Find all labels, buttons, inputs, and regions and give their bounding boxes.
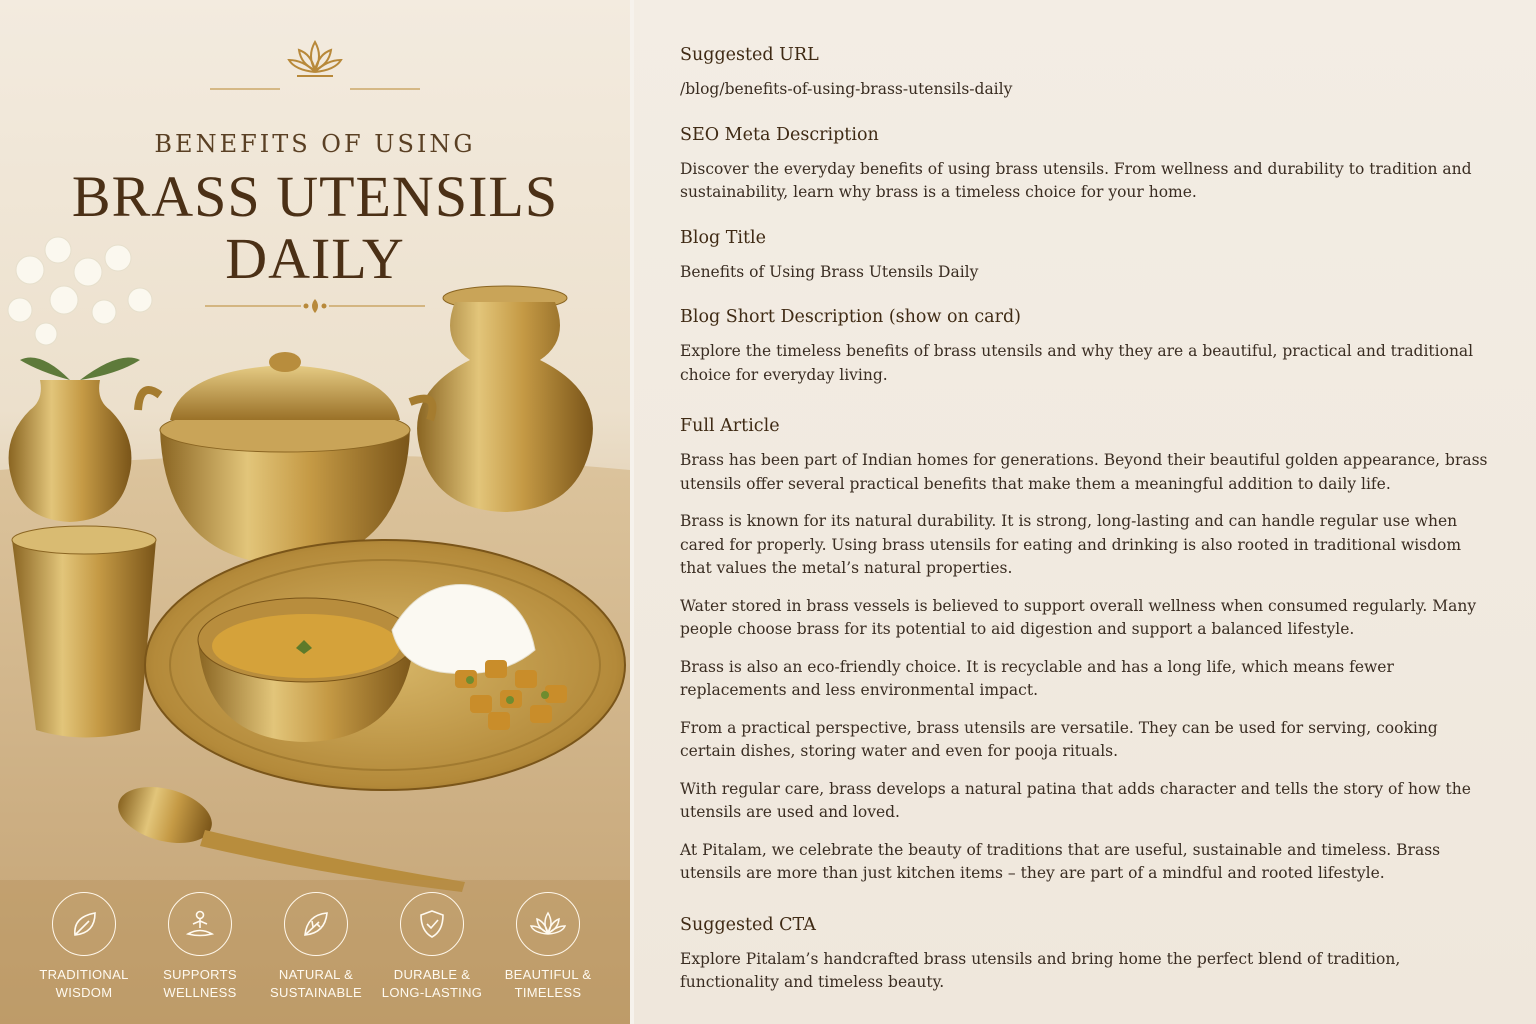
ornament-rule bbox=[0, 80, 630, 100]
feature-supports-wellness bbox=[142, 892, 258, 1002]
feature-label-line: WISDOM bbox=[55, 985, 113, 1000]
article-paragraph: Brass has been part of Indian homes for generations. Beyond their beautiful golden appearance, brass utensils offer several practical benefits that make them a meaningful addition to daily life. bbox=[680, 451, 1488, 493]
feature-label bbox=[142, 966, 258, 1002]
meta-description-label: SEO Meta Description bbox=[680, 124, 879, 145]
feature-natural-sustainable bbox=[258, 892, 374, 1002]
feature-badge bbox=[168, 892, 232, 956]
feature-label-line: WELLNESS bbox=[163, 985, 237, 1000]
headline-line-1: BRASS UTENSILS bbox=[71, 164, 559, 229]
feature-label bbox=[374, 966, 490, 1002]
ornament-divider bbox=[205, 298, 425, 314]
poster-image bbox=[0, 0, 630, 1024]
feature-traditional-wisdom bbox=[26, 892, 142, 1002]
blog-title-label: Blog Title bbox=[680, 227, 767, 248]
feature-label-line: TIMELESS bbox=[514, 985, 582, 1000]
headline-line-2: DAILY bbox=[225, 226, 405, 291]
poster-subheading: BENEFITS OF USING bbox=[154, 130, 476, 158]
feature-durable-long-lasting bbox=[374, 892, 490, 1002]
article-paragraph: Brass is known for its natural durability. It is strong, long-lasting and can handle regular use when cared for properly. Using brass utensils for eating and drinking is also rooted in traditional wisdom that values the metal’s natural properties. bbox=[680, 512, 1462, 577]
article-paragraph: At Pitalam, we celebrate the beauty of traditions that are useful, sustainable and timeless. Brass utensils are more than just kitchen items – they are part of a mindful and rooted lifestyle. bbox=[680, 840, 1441, 882]
feature-label bbox=[258, 966, 374, 1002]
feature-label bbox=[490, 966, 606, 1002]
cta-value: Explore Pitalam’s handcrafted brass utensils and bring home the perfect blend of tradition, functionality and timeless beauty. bbox=[680, 949, 1401, 991]
feature-badge bbox=[516, 892, 580, 956]
feature-label-line: LONG-LASTING bbox=[381, 985, 483, 1000]
url-value: /blog/benefits-of-using-brass-utensils-daily bbox=[680, 80, 1013, 98]
leaf-icon bbox=[299, 907, 333, 941]
shield-check-icon bbox=[415, 907, 449, 941]
feature-label-line: DURABLE & bbox=[393, 967, 471, 982]
feature-label-line: TRADITIONAL bbox=[39, 967, 129, 982]
feature-list bbox=[26, 892, 606, 1002]
short-description-value: Explore the timeless benefits of brass utensils and why they are a beautiful, practical and traditional choice for everyday living. bbox=[680, 342, 1474, 384]
poster-headline bbox=[0, 166, 630, 290]
feature-beautiful-timeless bbox=[490, 892, 606, 1002]
cta-label: Suggested CTA bbox=[680, 914, 816, 935]
blog-title-value: Benefits of Using Brass Utensils Daily bbox=[680, 262, 979, 281]
feature-label bbox=[26, 966, 142, 1002]
lotus-icon bbox=[285, 36, 345, 80]
article-paragraph: With regular care, brass develops a natural patina that adds character and tells the story of how the utensils are used and loved. bbox=[680, 779, 1471, 821]
full-article-label: Full Article bbox=[680, 416, 780, 436]
feature-label-line: SUPPORTS bbox=[163, 967, 237, 982]
article-paragraph: Brass is also an eco-friendly choice. It is recyclable and has a long life, which means fewer replacements and less environmental impact. bbox=[680, 657, 1394, 699]
lotus-icon bbox=[530, 909, 566, 939]
feature-badge bbox=[400, 892, 464, 956]
feature-badge bbox=[284, 892, 348, 956]
poster-header bbox=[0, 36, 630, 314]
url-label: Suggested URL bbox=[680, 45, 819, 65]
short-description-label: Blog Short Description (show on card) bbox=[680, 307, 1022, 327]
meditation-icon bbox=[183, 907, 217, 941]
article-paragraph: From a practical perspective, brass utensils are versatile. They can be used for serving, cooking certain dishes, storing water and even for pooja rituals. bbox=[680, 718, 1438, 760]
feature-label-line: SUSTAINABLE bbox=[270, 985, 362, 1000]
leaf-icon bbox=[67, 907, 101, 941]
meta-description-value: Discover the everyday benefits of using brass utensils. From wellness and durability to tradition and sustainability, learn why brass is a timeless choice for your home. bbox=[680, 159, 1472, 201]
feature-label-line: BEAUTIFUL & bbox=[504, 967, 592, 982]
feature-label-line: NATURAL & bbox=[278, 967, 354, 982]
feature-badge bbox=[52, 892, 116, 956]
article-paragraph: Water stored in brass vessels is believed to support overall wellness when consumed regularly. Many people choose brass for its potential to aid digestion and support a balanced lifestyle. bbox=[680, 596, 1477, 638]
blog-content-panel bbox=[634, 0, 1536, 1024]
